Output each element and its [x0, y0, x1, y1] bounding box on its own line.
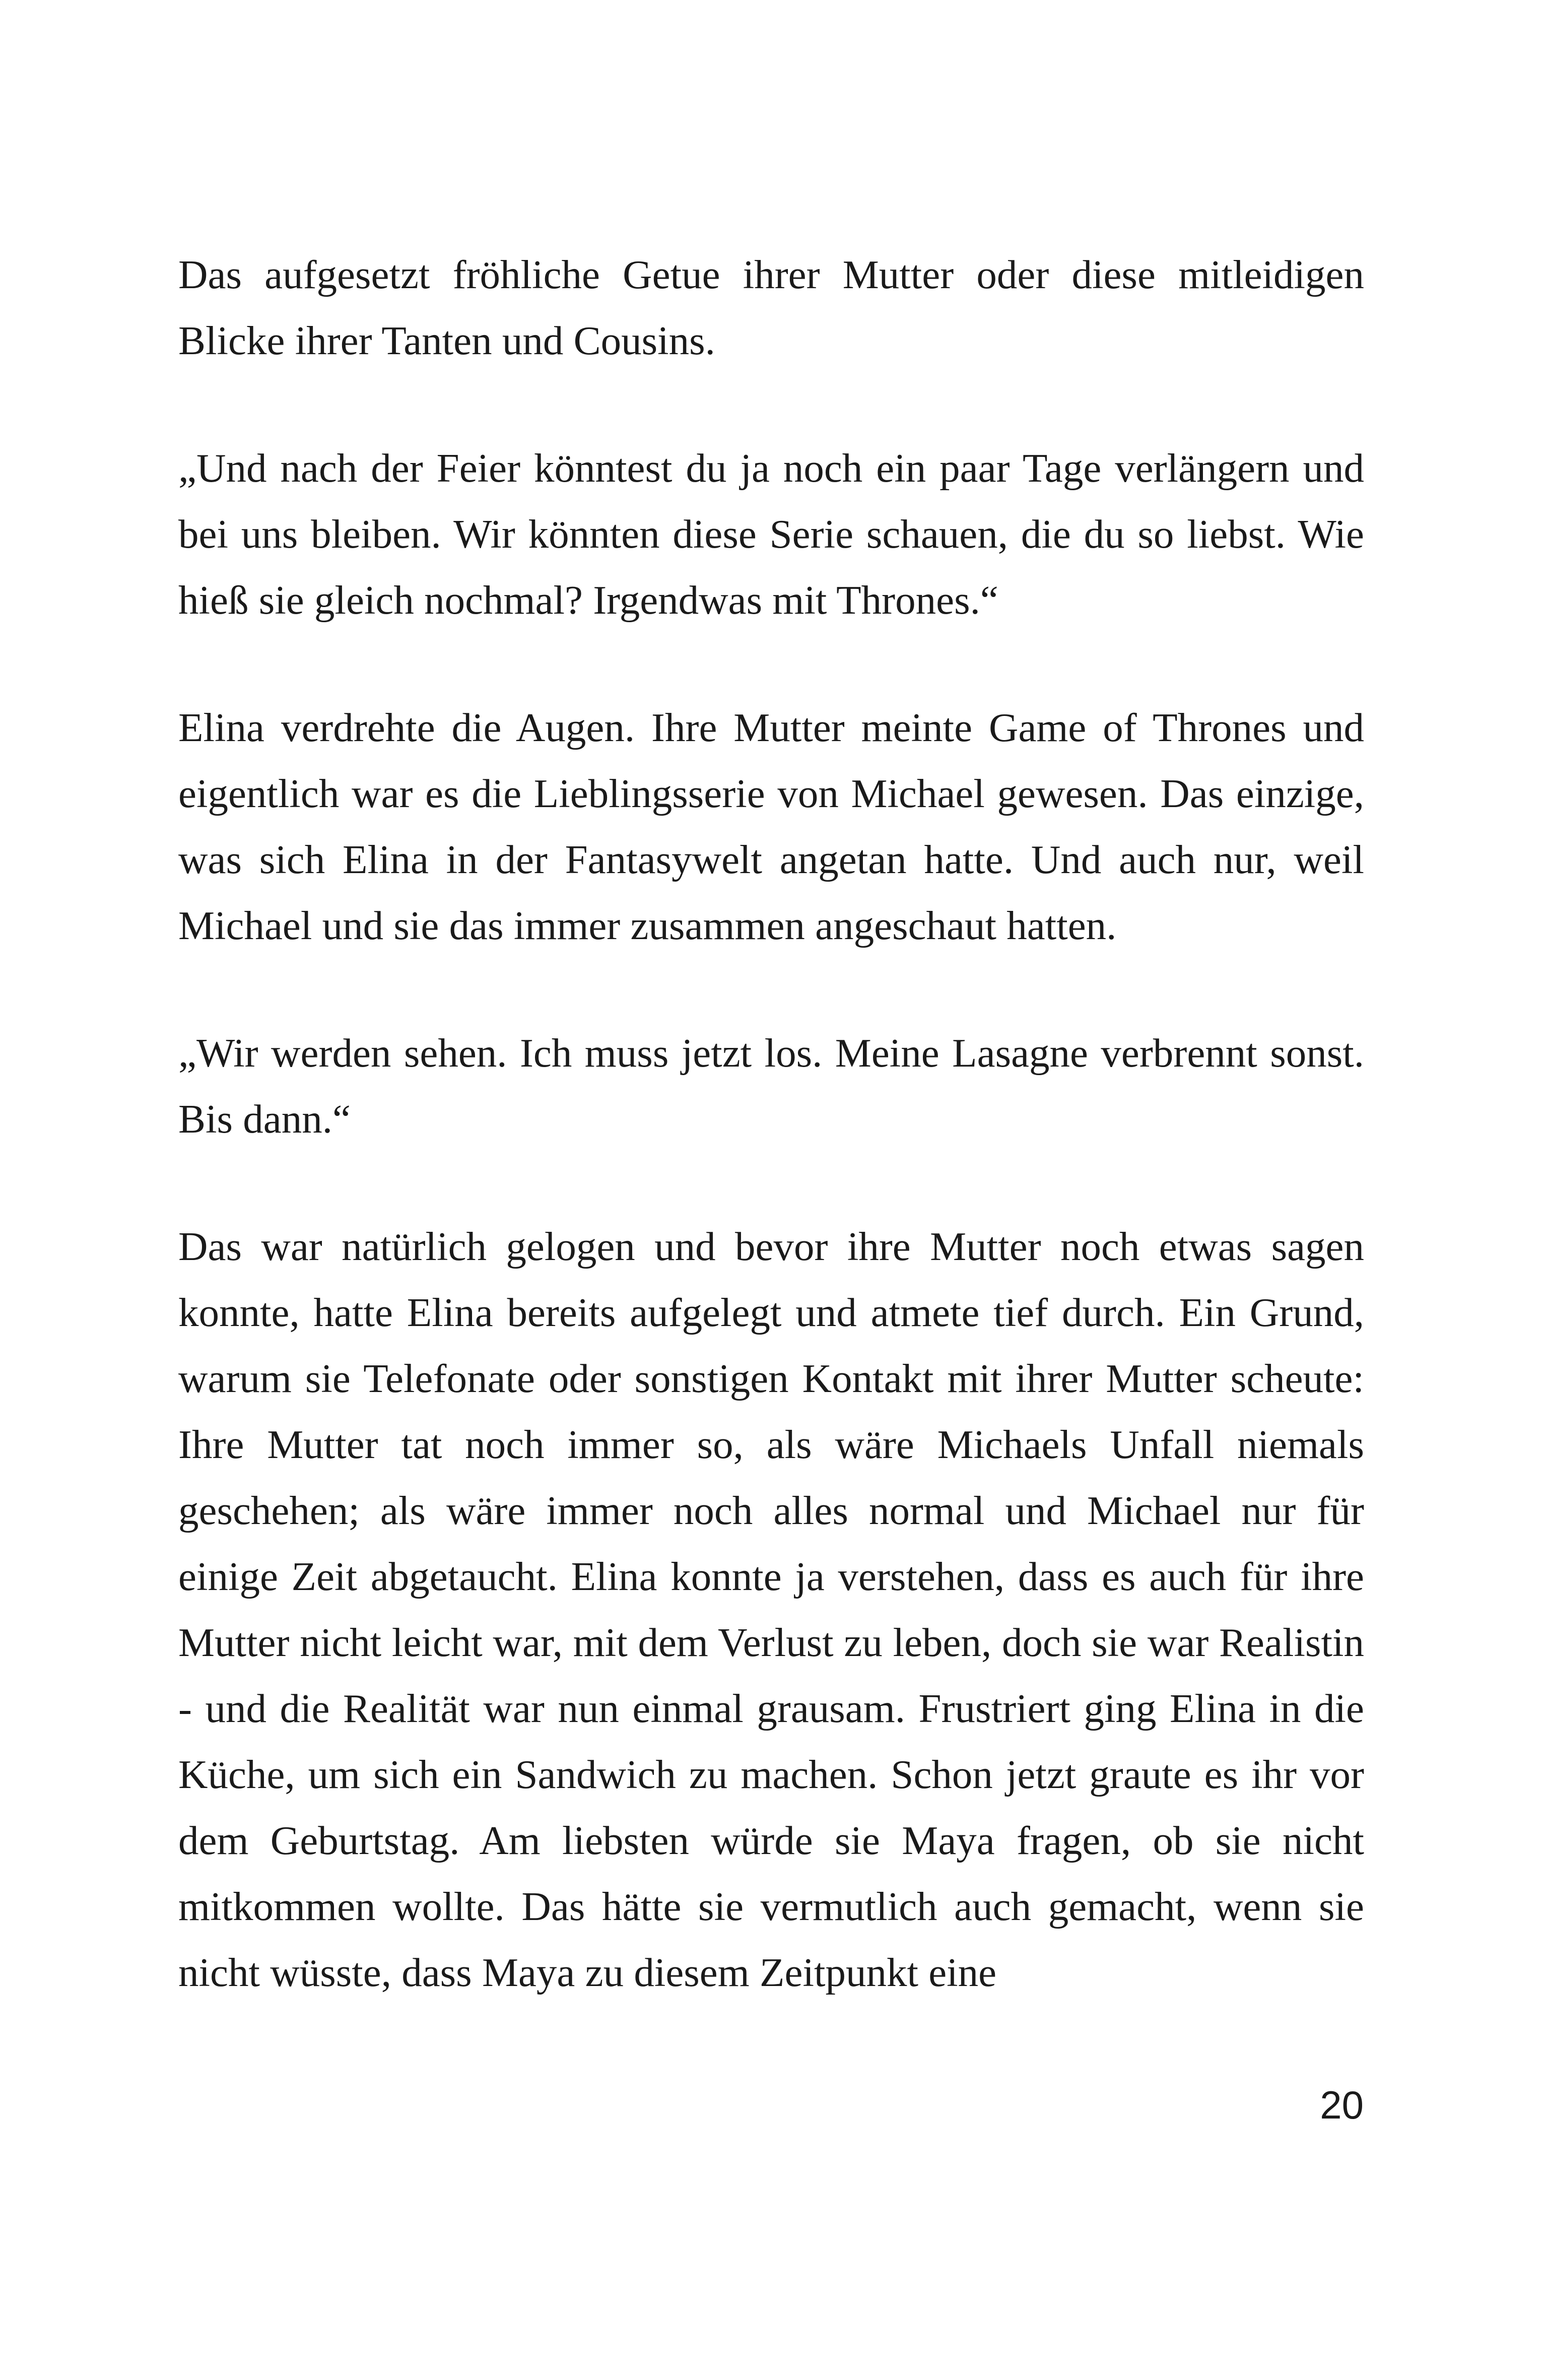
paragraph-3: Elina verdrehte die Augen. Ihre Mutter meinte Game of Thrones und eigentlich war es die Lieblingsserie von Michael gewesen. Das einzige, was sich Elina in der Fantasywelt angetan hatte. Und auch nur, weil Michael und sie das immer zusammen angeschaut hatten. [178, 705, 1364, 948]
paragraph-2: „Und nach der Feier könntest du ja noch ein paar Tage verlängern und bei uns bleiben. Wir könnten diese Serie schauen, die du so liebst. Wie hieß sie gleich nochmal? Irgendwas mit Thrones.“ [178, 445, 1364, 623]
body-text [178, 242, 1364, 2006]
paragraph-4: „Wir werden sehen. Ich muss jetzt los. Meine Lasagne verbrennt sonst. Bis dann.“ [178, 1030, 1364, 1142]
page-number: 20 [1320, 2083, 1364, 2127]
paragraph-1: Das aufgesetzt fröhliche Getue ihrer Mutter oder diese mitleidigen Blicke ihrer Tanten und Cousins. [178, 252, 1364, 363]
paragraph-5: Das war natürlich gelogen und bevor ihre Mutter noch etwas sagen konnte, hatte Elina bereits aufgelegt und atmete tief durch. Ein Grund, warum sie Telefonate oder sonstigen Kontakt mit ihrer Mutter scheute: Ihre Mutter tat noch immer so, als wäre Michaels Unfall niemals geschehen; als wäre immer noch alles normal und Michael nur für einige Zeit abgetaucht. Elina konnte ja verstehen, dass es auch für ihre Mutter nicht leicht war, mit dem Verlust zu leben, doch sie war Realistin - und die Realität war nun einmal grausam. Frustriert ging Elina in die Küche, um sich ein Sandwich zu machen. Schon jetzt graute es ihr vor dem Geburtstag. Am liebsten würde sie Maya fragen, ob sie nicht mitkommen wollte. Das hätte sie vermutlich auch gemacht, wenn sie nicht wüsste, dass Maya zu diesem Zeitpunkt eine [178, 1224, 1364, 1995]
